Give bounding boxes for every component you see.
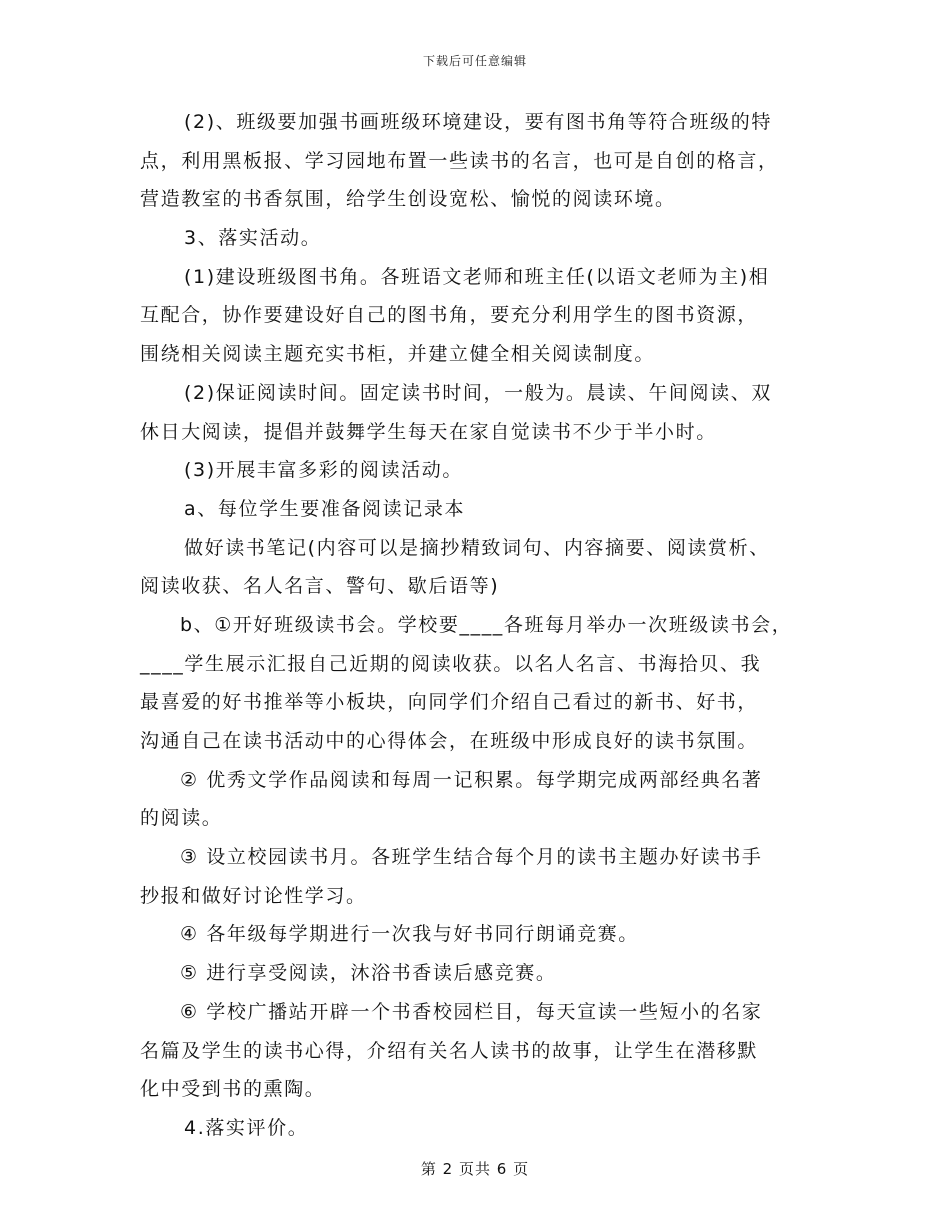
paragraph-line: (2)保证阅读时间。固定读书时间，一般为。晨读、午间阅读、双 [184, 381, 772, 404]
paragraph-line: 做好读书笔记(内容可以是摘抄精致词句、内容摘要、阅读赏析、 [184, 536, 770, 559]
paragraph-line: (3)开展丰富多彩的阅读活动。 [184, 459, 463, 482]
paragraph-line: b、①开好班级读书会。学校要____各班每月举办一次班级读书会， [180, 613, 793, 636]
paragraph-line: ④ 各年级每学期进行一次我与好书同行朗诵竞赛。 [180, 923, 639, 946]
paragraph-line: 抄报和做好讨论性学习。 [140, 884, 367, 907]
paragraph-line: 点，利用黑板报、学习园地布置一些读书的名言，也可是自创的格言， [140, 149, 779, 172]
paragraph-line: 沟通自己在读书活动中的心得体会，在班级中形成良好的读书氛围。 [140, 730, 759, 752]
section-heading: 3、落实活动。 [184, 227, 322, 250]
paragraph-line: ⑤ 进行享受阅读，沐浴书香读后感竞赛。 [180, 962, 557, 985]
paragraph-line: 休日大阅读，提倡并鼓舞学生每天在家自觉读书不少于半小时。 [140, 420, 717, 443]
document-body [140, 110, 820, 1155]
paragraph-line: 互配合，协作要建设好自己的图书角，要充分利用学生的图书资源， [140, 304, 759, 327]
paragraph-line: ③ 设立校园读书月。各班学生结合每个月的读书主题办好读书手 [180, 846, 763, 869]
paragraph-line: 阅读收获、名人名言、警句、歇后语等) [140, 575, 500, 598]
paragraph-line: ② 优秀文学作品阅读和每周一记积累。每学期完成两部经典名著 [180, 768, 763, 791]
paragraph-line: 化中受到书的熏陶。 [140, 1078, 326, 1101]
page-number: 第 2 页共 6 页 [420, 1160, 530, 1178]
paragraph-line: ____学生展示汇报自己近期的阅读收获。以名人名言、书海拾贝、我 [140, 652, 762, 675]
paragraph-line: (1)建设班级图书角。各班语文老师和班主任(以语文老师为主)相 [184, 265, 770, 288]
paragraph-line: (2)、班级要加强书画班级环境建设，要有图书角等符合班级的特 [184, 111, 772, 133]
paragraph-line: 名篇及学生的读书心得，介绍有关名人读书的故事，让学生在潜移默 [140, 1039, 759, 1062]
paragraph-line: 围绕相关阅读主题充实书柜，并建立健全相关阅读制度。 [140, 343, 656, 366]
paragraph-line: 营造教室的书香氛围，给学生创设宽松、愉悦的阅读环境。 [140, 188, 676, 211]
paragraph-line: ⑥ 学校广播站开辟一个书香校园栏目，每天宣读一些短小的名家 [180, 1000, 763, 1023]
paragraph-line: 最喜爱的好书推举等小板块，向同学们介绍自己看过的新书、好书， [140, 691, 759, 714]
paragraph-line: a、每位学生要准备阅读记录本 [184, 497, 466, 520]
page-header: 下载后可任意编辑 [422, 54, 527, 68]
paragraph-line: 的阅读。 [140, 807, 223, 830]
section-heading: 4.落实评价。 [184, 1116, 309, 1139]
